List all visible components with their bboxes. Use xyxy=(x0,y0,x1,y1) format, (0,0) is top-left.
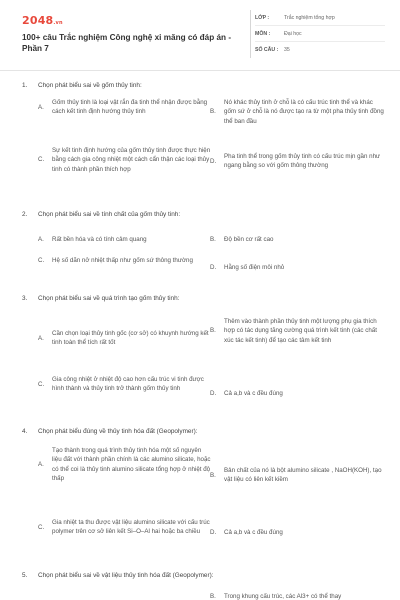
option-a[interactable] xyxy=(38,235,212,244)
option-a[interactable] xyxy=(38,446,212,484)
logo-suffix: .vn xyxy=(53,20,63,26)
question-stem xyxy=(22,211,180,218)
option-text: Thêm vào thành phần thủy tinh một lượng phụ gia thích hợp có tác dụng tăng cường quá trình kết tinh (các chất xúc tác kết tinh) để tạo các tâm kết tinh xyxy=(224,318,377,344)
option-b[interactable] xyxy=(210,592,386,600)
option-text: Gia công nhiệt ở nhiệt độ cao hơn cấu trúc vi tinh được hình thành và thủy tinh trở thành gốm thủy tinh xyxy=(52,376,204,393)
meta-value: Đại học xyxy=(284,30,302,37)
option-b[interactable] xyxy=(210,317,386,345)
meta-label: MÔN : xyxy=(255,30,271,37)
document-header xyxy=(0,0,400,70)
question-stem xyxy=(22,82,142,89)
option-letter: A. xyxy=(38,461,44,469)
option-text: Cả a,b và c đều đúng xyxy=(224,529,283,536)
meta-row-count xyxy=(255,42,385,58)
option-letter: B. xyxy=(210,593,216,600)
question-stem xyxy=(22,295,179,302)
meta-label: LỚP : xyxy=(255,14,270,21)
option-letter: B. xyxy=(210,327,216,335)
option-letter: D. xyxy=(210,157,217,165)
option-text: Độ bền cơ rất cao xyxy=(224,236,274,243)
option-c[interactable] xyxy=(38,518,212,537)
meta-value: 35 xyxy=(284,47,290,53)
option-text: Bản chất của nó là bột alumino silicate , NaOH(KOH), tạo vật liệu có liên kết kiềm xyxy=(224,467,382,484)
option-text: Tạo thành trong quá trình thủy tinh hóa một số nguyên liệu đất với thành phần chính là các alumino silicate, hoặc có thể coi là thủy tinh alumino silicate tổng hợp ở nhiệt độ thấp xyxy=(52,447,211,483)
option-text: Pha tinh thể trong gốm thủy tinh có cấu trúc mịn gần như ngang bằng so với gốm thông thường xyxy=(224,153,381,170)
option-text: Hằng số điện môi nhỏ xyxy=(224,264,285,271)
header-divider xyxy=(0,70,400,71)
question-number: 4. xyxy=(22,428,28,435)
option-text: Nó khác thủy tinh ở chỗ là có cấu trúc tinh thể và khác gốm sứ ở chỗ là nó được tạo ra từ một pha thủy tinh đồng thể ban đầu xyxy=(224,99,384,125)
option-letter: D. xyxy=(210,529,217,536)
question-text: Chọn phát biểu sai về tính chất của gốm thủy tinh: xyxy=(38,211,181,218)
meta-row-subject xyxy=(255,26,385,42)
option-letter: B. xyxy=(210,236,216,243)
option-letter: C. xyxy=(38,523,45,531)
option-b[interactable] xyxy=(210,98,386,126)
meta-row-class xyxy=(255,10,385,26)
option-letter: C. xyxy=(38,380,45,388)
option-c[interactable] xyxy=(38,375,212,394)
option-letter: C. xyxy=(38,156,45,164)
option-d[interactable] xyxy=(210,389,386,398)
header-separator xyxy=(250,10,251,58)
option-d[interactable] xyxy=(210,263,386,272)
option-a[interactable] xyxy=(38,98,212,117)
question-number: 3. xyxy=(22,295,28,302)
site-logo[interactable] xyxy=(22,14,63,27)
document-meta xyxy=(255,10,385,58)
question-text: Chọn phát biểu sai về quá trình tạo gốm thủy tinh: xyxy=(38,295,180,302)
option-text: Hệ số dãn nở nhiệt thấp như gốm sứ thông thường xyxy=(52,257,193,264)
option-text: Gốm thủy tinh là loại vật rắn đa tinh thể nhận được bằng cách kết tinh định hướng thủy tinh xyxy=(52,99,208,116)
option-d[interactable] xyxy=(210,528,386,537)
option-text: Trong khung cấu trúc, các Al3+ có thể thay xyxy=(224,593,342,600)
option-c[interactable] xyxy=(38,256,212,265)
question-stem xyxy=(22,572,214,579)
meta-label: SỐ CÂU : xyxy=(255,47,279,53)
option-text: Cần chọn loại thủy tinh gốc (cơ sở) có khuynh hướng kết tinh toàn thể tích rất tốt xyxy=(52,330,209,347)
option-text: Sự kết tinh định hướng của gốm thủy tinh được thực hiện bằng cách gia công nhiệt một cách cẩn thận các loại thủy tinh có thành phần thích hợp xyxy=(52,147,211,173)
question-text: Chọn phát biểu đúng về thủy tinh hóa đất (Geopolymer): xyxy=(38,428,198,435)
option-letter: D. xyxy=(210,264,217,271)
option-b[interactable] xyxy=(210,235,386,244)
question-stem xyxy=(22,428,198,435)
option-letter: C. xyxy=(38,257,45,264)
option-letter: A. xyxy=(38,334,44,342)
option-c[interactable] xyxy=(38,146,212,174)
document-title: 100+ câu Trắc nghiệm Công nghệ xi măng có đáp án - Phần 7 xyxy=(22,33,232,53)
option-a[interactable] xyxy=(38,329,212,348)
question-number: 5. xyxy=(22,572,28,579)
option-letter: A. xyxy=(38,103,44,111)
option-b[interactable] xyxy=(210,466,386,485)
option-letter: B. xyxy=(210,471,216,479)
option-letter: A. xyxy=(38,236,44,243)
question-number: 2. xyxy=(22,211,28,218)
option-text: Gia nhiệt ta thu được vật liệu alumino silicate với cấu trúc polymer trên cơ sở liên kết Si–O–Al hai hoặc ba chiều xyxy=(52,519,210,536)
meta-value: Trắc nghiệm tổng hợp xyxy=(284,14,335,21)
question-text: Chọn phát biểu sai về vật liệu thủy tinh hóa đất (Geopolymer): xyxy=(38,572,214,579)
logo-text: 2048 xyxy=(22,14,54,27)
option-text: Rất bền hóa và có tính cảm quang xyxy=(52,236,147,243)
question-number: 1. xyxy=(22,82,28,89)
option-text: Cả a,b và c đều đúng xyxy=(224,390,283,397)
question-text: Chọn phát biểu sai về gốm thủy tinh: xyxy=(38,82,142,89)
option-d[interactable] xyxy=(210,152,386,171)
option-letter: B. xyxy=(210,108,216,116)
option-letter: D. xyxy=(210,390,217,397)
